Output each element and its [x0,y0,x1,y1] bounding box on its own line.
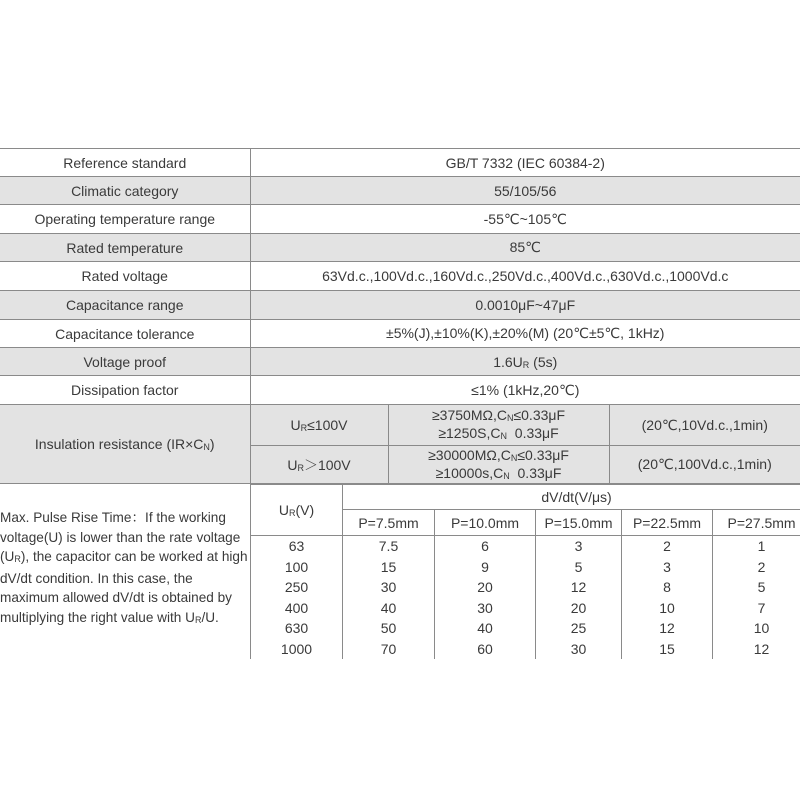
ur-value: 400 [251,598,343,619]
limit-line-1 [393,447,605,465]
spec-row-voltage-proof [0,348,800,376]
dvdt-value: 2 [713,557,800,578]
limit-line-2 [393,465,605,483]
spec-label: Dissipation factor [0,376,250,405]
dvdt-value: 12 [536,577,622,598]
spec-row-capacitance-range [0,291,800,320]
dvdt-value: 6 [435,536,536,557]
spec-label: Rated voltage [0,262,250,291]
limit-suffix: ≤0.33μF [517,446,569,463]
dvdt-value: 15 [343,557,435,578]
dvdt-value: 12 [622,618,713,639]
limit-text: ≥1250S,C [438,425,501,441]
limit-subscript: N [510,452,518,463]
ur-header-subscript: R [288,508,296,518]
ur-value: 63 [251,536,343,557]
dvdt-value: 3 [622,557,713,578]
spec-row-operating-temperature [0,205,800,234]
spec-row-reference-standard [0,149,800,177]
spec-label: Reference standard [0,149,250,177]
ur-prefix: U [290,417,301,433]
dvdt-value: 1 [713,536,800,557]
table-row [251,618,800,639]
dvdt-value: 15 [622,639,713,660]
limit-subscript: N [500,431,507,441]
limit-suffix: 0.33μF [509,464,562,481]
limit-line-2 [393,425,605,443]
insulation-label [0,405,250,484]
dvdt-value: 3 [536,536,622,557]
limit-text: ≥30000MΩ,C [428,446,511,463]
dvdt-value: 70 [343,639,435,660]
spec-label: Rated temperature [0,234,250,262]
dvdt-value: 40 [435,618,536,639]
spec-value: GB/T 7332 (IEC 60384-2) [250,149,800,177]
dvdt-header: dV/dt(V/μs) [343,485,800,510]
table-row [251,577,800,598]
pulse-header-row [251,485,800,510]
insulation-condition: (20℃,10Vd.c.,1min) [609,405,800,446]
dvdt-value: 20 [536,598,622,619]
dvdt-value: 30 [536,639,622,660]
insulation-ur-cell [250,446,388,484]
dvdt-value: 8 [622,577,713,598]
note-text: /U. [201,609,219,625]
pitch-header: P=15.0mm [536,510,622,536]
ur-header-suffix: (V) [295,502,315,518]
value-suffix: (5s) [529,353,558,370]
spec-value: -55℃~105℃ [250,205,800,234]
spec-value [250,348,800,376]
dvdt-value: 7.5 [343,536,435,557]
label-prefix: Insulation resistance (IR×C [34,436,204,452]
limit-text: ≥3750MΩ,C [431,407,507,423]
dvdt-value: 40 [343,598,435,619]
spec-value: 63Vd.c.,100Vd.c.,160Vd.c.,250Vd.c.,400Vd.c.,630Vd.c.,1000Vd.c [250,262,800,291]
insulation-ur-cell [250,405,388,446]
spec-value: ±5%(J),±10%(K),±20%(M) (20℃±5℃, 1kHz) [250,320,800,348]
ur-suffix: ＞100V [303,456,351,473]
specification-table [0,148,800,484]
note-text: Max. Pulse Rise Time：If the working voltage(U) is lower than the rate voltage (U [0,510,241,564]
pitch-header: P=7.5mm [343,510,435,536]
spec-value: 85℃ [250,234,800,262]
spec-row-insulation-1 [0,405,800,446]
spec-row-climatic-category [0,177,800,205]
dvdt-value: 25 [536,618,622,639]
dvdt-value: 9 [435,557,536,578]
pulse-rise-note [0,508,248,629]
ur-header [251,485,343,536]
dvdt-value: 12 [713,639,800,660]
dvdt-value: 7 [713,598,800,619]
dvdt-value: 20 [435,577,536,598]
ur-value: 630 [251,618,343,639]
pitch-header: P=10.0mm [435,510,536,536]
spec-value: 55/105/56 [250,177,800,205]
dvdt-value: 30 [343,577,435,598]
dvdt-value: 10 [622,598,713,619]
ur-value: 1000 [251,639,343,660]
spec-row-capacitance-tolerance [0,320,800,348]
insulation-limit-cell [388,405,609,446]
ur-prefix: U [287,456,298,473]
dvdt-value: 10 [713,618,800,639]
spec-row-dissipation-factor [0,376,800,405]
pulse-rise-table [250,484,800,659]
label-suffix: ) [209,436,215,452]
spec-label: Operating temperature range [0,205,250,234]
pitch-header: P=27.5mm [713,510,800,536]
limit-suffix: ≤0.33μF [513,407,566,423]
note-subscript: R [14,554,21,564]
ur-subscript: R [297,462,304,473]
dvdt-value: 5 [713,577,800,598]
label-subscript: N [203,442,210,452]
insulation-condition: (20℃,100Vd.c.,1min) [609,446,800,484]
spec-label: Climatic category [0,177,250,205]
spec-label: Capacitance tolerance [0,320,250,348]
insulation-limit-cell [388,446,609,484]
dvdt-value: 2 [622,536,713,557]
note-text: ), the capacitor can be worked at high dV/dt condition. In this case, the maximum allowed dV/dt is obtained by multiplying the right value with U [0,549,248,625]
pitch-header: P=22.5mm [622,510,713,536]
table-row [251,557,800,578]
table-row [251,598,800,619]
dvdt-value: 30 [435,598,536,619]
limit-suffix: 0.33μF [507,425,559,441]
dvdt-value: 5 [536,557,622,578]
ur-subscript: R [300,423,308,433]
limit-text: ≥10000s,C [435,464,504,481]
table-row [251,536,800,557]
spec-row-rated-temperature [0,234,800,262]
ur-suffix: ≤100V [307,417,348,433]
value-prefix: 1.6U [493,353,523,370]
limit-line-1 [393,407,605,425]
spec-label: Voltage proof [0,348,250,376]
limit-subscript: N [503,470,510,481]
value-subscript: R [522,359,530,370]
dvdt-value: 50 [343,618,435,639]
table-row [251,639,800,660]
spec-label: Capacitance range [0,291,250,320]
limit-subscript: N [506,413,514,423]
note-subscript: R [194,614,202,625]
spec-value: ≤1% (1kHz,20℃) [250,376,800,405]
ur-value: 250 [251,577,343,598]
ur-header-prefix: U [278,502,289,518]
spec-row-rated-voltage [0,262,800,291]
dvdt-value: 60 [435,639,536,660]
ur-value: 100 [251,557,343,578]
spec-value: 0.0010μF~47μF [250,291,800,320]
